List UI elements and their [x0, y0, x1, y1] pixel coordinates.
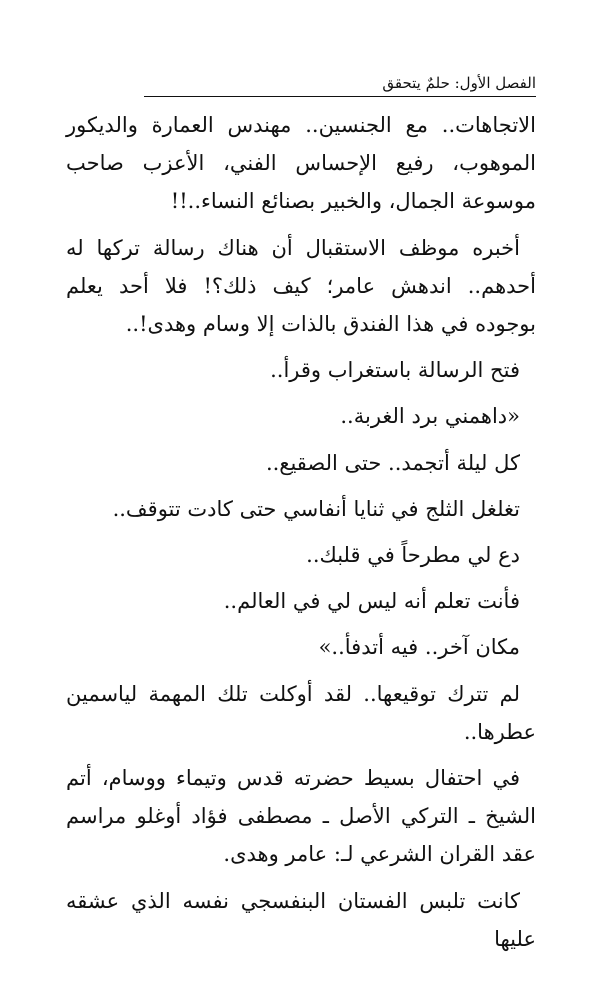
letter-line: كل ليلة أتجمد.. حتى الصقيع.. — [265, 450, 520, 475]
paragraph-no-signature: لم تترك توقيعها.. لقد أوكلت تلك المهمة لياسمين عطرها.. — [66, 681, 536, 744]
letter-line: فأنت تعلم أنه ليس لي في العالم.. — [223, 589, 520, 614]
header-divider — [144, 96, 536, 97]
paragraph-reception-message: أخبره موظف الاستقبال أن هناك رسالة تركها له أحدهم.. اندهش عامر؛ كيف ذلك؟! فلا أحد يعلم بوجوده في هذا الفندق بالذات إلا وسام وهدى!.. — [66, 235, 536, 337]
letter-line: تغلغل الثلج في ثنايا أنفاسي حتى كادت تتوقف.. — [112, 496, 520, 521]
letter-line: «داهمني برد الغربة.. — [340, 404, 520, 429]
chapter-body — [66, 106, 536, 966]
paragraph-description: الاتجاهات.. مع الجنسين.. مهندس العمارة والديكور الموهوب، رفيع الإحساس الفني، الأعزب صاحب موسوعة الجمال، والخبير بصنائع النساء..!! — [66, 113, 536, 214]
letter-line: مكان آخر.. فيه أتدفأ..» — [318, 635, 520, 660]
paragraph-ceremony: في احتفال بسيط حضرته قدس وتيماء ووسام، أتم الشيخ ـ التركي الأصل ـ مصطفى فؤاد أوغلو مراسم عقد القران الشرعي لـ: عامر وهدى. — [66, 766, 536, 867]
paragraph-violet-dress: كانت تلبس الفستان البنفسجي نفسه الذي عشقه عليها — [66, 888, 536, 951]
letter-line: دع لي مطرحاً في قلبك.. — [306, 543, 520, 568]
chapter-running-header: الفصل الأول: حلمٌ يتحقق — [382, 74, 536, 92]
paragraph-opened-letter: فتح الرسالة باستغراب وقرأ.. — [270, 358, 520, 383]
